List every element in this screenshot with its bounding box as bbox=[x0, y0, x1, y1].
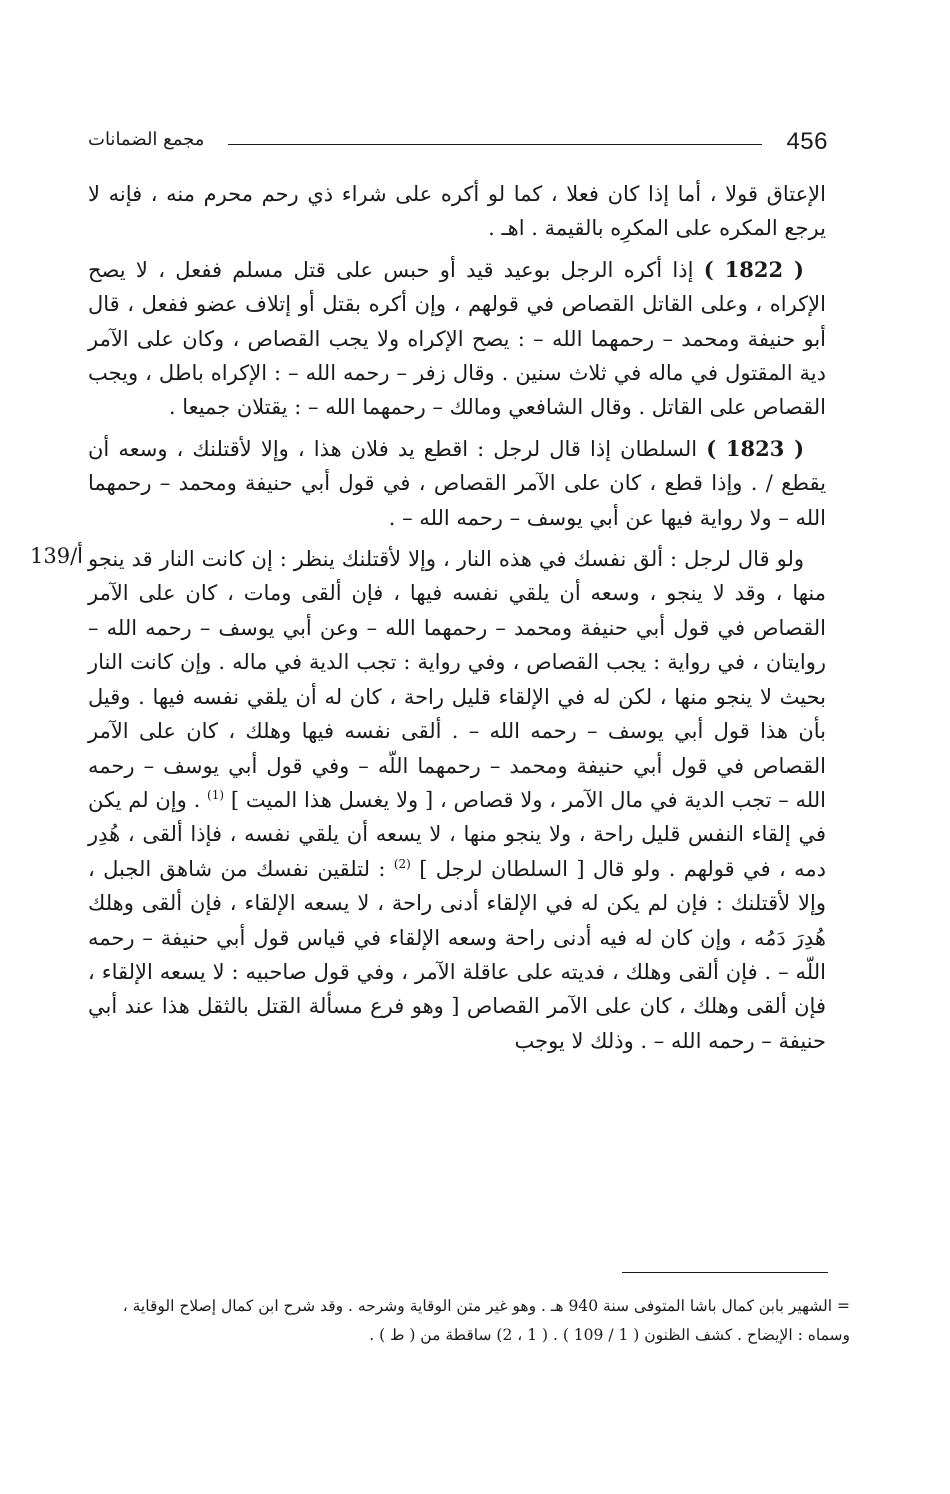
header-rule bbox=[228, 144, 762, 145]
main-text bbox=[88, 177, 826, 1065]
paragraph-text: إذا أكره الرجل بوعيد قيد أو حبس على قتل مسلم ففعل ، لا يصح الإكراه ، وعلى القاتل القصاص في قولهم ، وإن أكره بقتل أو إتلاف عضو ففعل ، قال أبو حنيفة ومحمد – رحمهما الله – : يصح الإكراه ولا يجب القصاص ، وكان على الآمر دية المقتول في ماله في ثلاث سنين . وقال زفر – رحمه الله – : الإكراه باطل ، ويجب القصاص على القاتل . وقال الشافعي ومالك – رحمهما الله – : يقتلان جميعا . bbox=[88, 257, 826, 420]
paragraph-1823 bbox=[88, 432, 826, 535]
paragraph-fire bbox=[88, 542, 826, 1058]
page-number: 456 bbox=[786, 128, 828, 155]
issue-number: ( 1823 ) bbox=[706, 435, 805, 461]
footnote-ref-2[interactable]: (2) bbox=[393, 856, 411, 871]
paragraph-text: ولو قال لرجل : ألق نفسك في هذه النار ، وإلا لأقتلنك ينظر : إن كانت النار قد ينجو منها ، وقد لا ينجو ، وسعه أن يلقي نفسه فيها ، فإن ألقى ومات ، كان على الآمر القصاص في قول أبي حنيفة ومحمد – رحمهما الله – وعن أبي يوسف – رحمه الله – روايتان ، في رواية : يجب القصاص ، وفي رواية : تجب الدية في ماله . وإن كانت النار بحيث لا ينجو منها ، لكن له في الإلقاء قليل راحة ، كان له أن يلقي نفسه فيها . وقيل بأن هذا قول أبي يوسف – رحمه الله – . ألقى نفسه فيها وهلك ، كان على الآمر القصاص في قول أبي حنيفة ومحمد – رحمهما اللّه – وفي قول أبي يوسف – رحمه الله – تجب الدية في مال الآمر ، ولا قصاص ، [ ولا يغسل هذا الميت ] bbox=[88, 547, 826, 812]
footnote-ref-1[interactable]: (1) bbox=[207, 787, 225, 802]
paragraph-text: الإعتاق قولا ، أما إذا كان فعلا ، كما لو أكره على شراء ذي رحم محرم منه ، فإنه لا يرجع المكره على المكرِه بالقيمة . اهـ . bbox=[88, 182, 826, 241]
issue-number: ( 1822 ) bbox=[703, 256, 804, 282]
margin-folio-note: 139/أ bbox=[30, 544, 84, 568]
footnote-rule bbox=[622, 1272, 828, 1273]
paragraph-text: . وإن لم يكن في إلقاء النفس قليل راحة ، ولا ينجو منها ، لا يسعه أن يلقي نفسه ، فإذا ألقى ، هُدِر دمه ، في قولهم . ولو قال [ السلطان لرجل ] bbox=[88, 787, 826, 881]
book-title: مجمع الضمانات bbox=[88, 129, 205, 150]
paragraph-text: السلطان إذا قال لرجل : اقطع يد فلان هذا ، وإلا لأقتلنك ، وسعه أن يقطع / . وإذا قطع ، كان على الآمر القصاص ، في قول أبي حنيفة ومحمد – رحمهما الله – ولا رواية فيها عن أبي يوسف – رحمه الله – . bbox=[88, 436, 826, 530]
footnote-line: = الشهير بابن كمال باشا المتوفى سنة 940 هـ . وهو غير متن الوقاية وشرحه . وقد شرح ابن كمال إصلاح الوقاية ، bbox=[122, 1297, 850, 1315]
page-header bbox=[88, 128, 828, 162]
footnotes bbox=[88, 1292, 850, 1350]
paragraph-continuation bbox=[88, 177, 826, 246]
paragraph-1822 bbox=[88, 253, 826, 425]
paragraph-text: : لتلقين نفسك من شاهق الجبل ، وإلا لأقتلنك : فإن لم يكن له في الإلقاء أدنى راحة ، لا يسعه الإلقاء ، فإن ألقى وهلك هُدِرَ دَمُه ، وإن كان له فيه أدنى راحة وسعه الإلقاء في قياس قول أبي حنيفة – رحمه اللّه – . فإن ألقى وهلك ، فديته على عاقلة الآمر ، وفي قول صاحبيه : لا يسعه الإلقاء ، فإن ألقى وهلك ، كان على الآمر القصاص [ وهو فرع مسألة القتل بالثقل هذا عند أبي حنيفة – رحمه الله – . وذلك لا يوجب bbox=[88, 856, 826, 1053]
footnote-line: وسماه : الإيضاح . كشف الظنون ( 1 / 109 ) . ( 1 ، 2) ساقطة من ( ط ) . bbox=[369, 1326, 850, 1344]
